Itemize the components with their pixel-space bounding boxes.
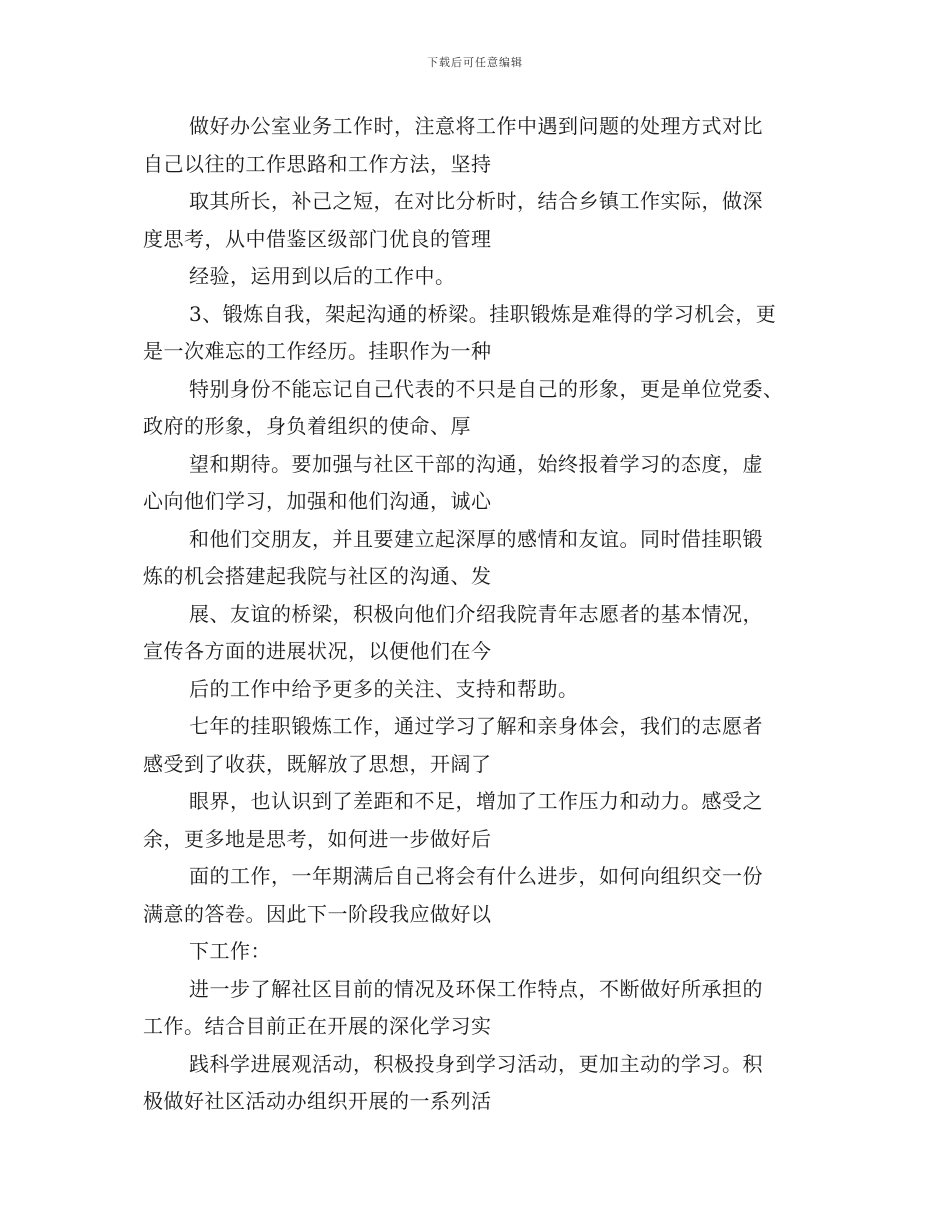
paragraph: [143, 783, 823, 858]
paragraph-first-line: 做好办公室业务工作时，注意将工作中遇到问题的处理方式对比: [189, 114, 763, 138]
paragraph-continuation: 余，更多地是思考，如何进一步做好后: [143, 826, 492, 851]
paragraph: [143, 296, 823, 371]
paragraph-continuation: 宣传各方面的进展状况，以便他们在今: [143, 639, 492, 663]
paragraph: [143, 671, 823, 709]
paragraph-continuation: 工作。结合目前正在开展的深化学习实: [143, 1014, 492, 1038]
paragraph: [143, 446, 823, 521]
document-body: [143, 108, 823, 1121]
header-note: 下载后可任意编辑: [427, 56, 523, 69]
paragraph-first-line: 七年的挂职锻炼工作，通过学习了解和亲身体会，我们的志愿者: [189, 714, 763, 738]
paragraph-continuation: 是一次难忘的工作经历。挂职作为一种: [143, 339, 492, 363]
paragraph: [143, 858, 823, 933]
paragraph-continuation: 炼的机会搭建起我院与社区的沟通、发: [143, 564, 492, 588]
paragraph-continuation: 极做好社区活动办组织开展的一系列活: [143, 1089, 492, 1113]
paragraph-continuation: 政府的形象，身负着组织的使命、厚: [143, 414, 471, 438]
paragraph-first-line: 特别身份不能忘记自己代表的不只是自己的形象，更是单位党委、: [189, 376, 784, 401]
paragraph: [143, 971, 823, 1046]
paragraph-first-line: 3、锻炼自我，架起沟通的桥梁。挂职锻炼是难得的学习机会，更: [189, 301, 777, 326]
paragraph-first-line: 展、友谊的桥梁，积极向他们介绍我院青年志愿者的基本情况，: [189, 601, 763, 626]
paragraph: [143, 1046, 823, 1121]
paragraph-first-line: 践科学进展观活动，积极投身到学习活动，更加主动的学习。积: [189, 1051, 763, 1076]
paragraph-continuation: 满意的答卷。因此下一阶段我应做好以: [143, 901, 492, 926]
paragraph-continuation: 心向他们学习，加强和他们沟通，诚心: [143, 489, 492, 513]
paragraph: [143, 371, 823, 446]
paragraph: [143, 108, 823, 183]
paragraph-continuation: 感受到了收获，既解放了思想，开阔了: [143, 751, 492, 776]
paragraph-first-line: 取其所长，补己之短，在对比分析时，结合乡镇工作实际，做深: [189, 189, 763, 213]
paragraph-first-line: 进一步了解社区目前的情况及环保工作特点，不断做好所承担的: [189, 976, 763, 1001]
paragraph: [143, 258, 823, 296]
paragraph-first-line: 望和期待。要加强与社区干部的沟通，始终报着学习的态度，虚: [189, 451, 763, 476]
paragraph-first-line: 面的工作，一年期满后自己将会有什么进步，如何向组织交一份: [189, 864, 763, 888]
paragraph: [143, 521, 823, 596]
paragraph: [143, 708, 823, 783]
paragraph-continuation: 度思考，从中借鉴区级部门优良的管理: [143, 226, 492, 251]
paragraph: [143, 933, 823, 971]
paragraph-continuation: 自己以往的工作思路和工作方法，坚持: [143, 151, 492, 176]
paragraph-first-line: 经验，运用到以后的工作中。: [189, 264, 456, 288]
paragraph-first-line: 眼界，也认识到了差距和不足，增加了工作压力和动力。感受之: [189, 789, 763, 813]
paragraph-first-line: 下工作：: [189, 939, 271, 963]
paragraph-first-line: 和他们交朋友，并且要建立起深厚的感情和友谊。同时借挂职锻: [189, 526, 763, 551]
paragraph: [143, 596, 823, 671]
paragraph-first-line: 后的工作中给予更多的关注、支持和帮助。: [189, 676, 579, 701]
paragraph: [143, 183, 823, 258]
